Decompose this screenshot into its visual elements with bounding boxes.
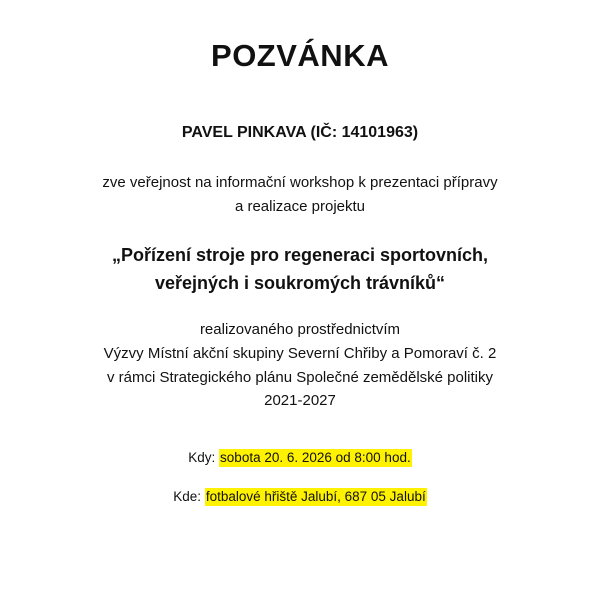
project-title-line-1: „Pořízení stroje pro regeneraci sportovních,: [111, 245, 489, 265]
organizer-name: PAVEL PINKAVA (IČ: 14101963): [181, 124, 419, 141]
funding-line-3: v rámci Strategického plánu Společné zemědělské politiky: [106, 369, 494, 386]
document-title: POZVÁNKA: [211, 38, 389, 73]
when-label: Kdy:: [188, 450, 216, 465]
intro-line-1: zve veřejnost na informační workshop k prezentaci přípravy: [102, 174, 498, 191]
when-value: sobota 20. 6. 2026 od 8:00 hod.: [220, 450, 411, 465]
funding-line-1: realizovaného prostřednictvím: [199, 321, 401, 338]
funding-line-4: 2021-2027: [264, 392, 336, 409]
where-label: Kde:: [173, 489, 202, 504]
funding-line-2: Výzvy Místní akční skupiny Severní Chřiby a Pomoraví č. 2: [103, 345, 497, 362]
where-value: fotbalové hřiště Jalubí, 687 05 Jalubí: [205, 489, 426, 504]
where-row: [0, 490, 600, 504]
project-title-line-2: veřejných i soukromých trávníků“: [154, 273, 446, 293]
when-row: [0, 451, 600, 465]
intro-line-2: a realizace projektu: [234, 198, 366, 215]
